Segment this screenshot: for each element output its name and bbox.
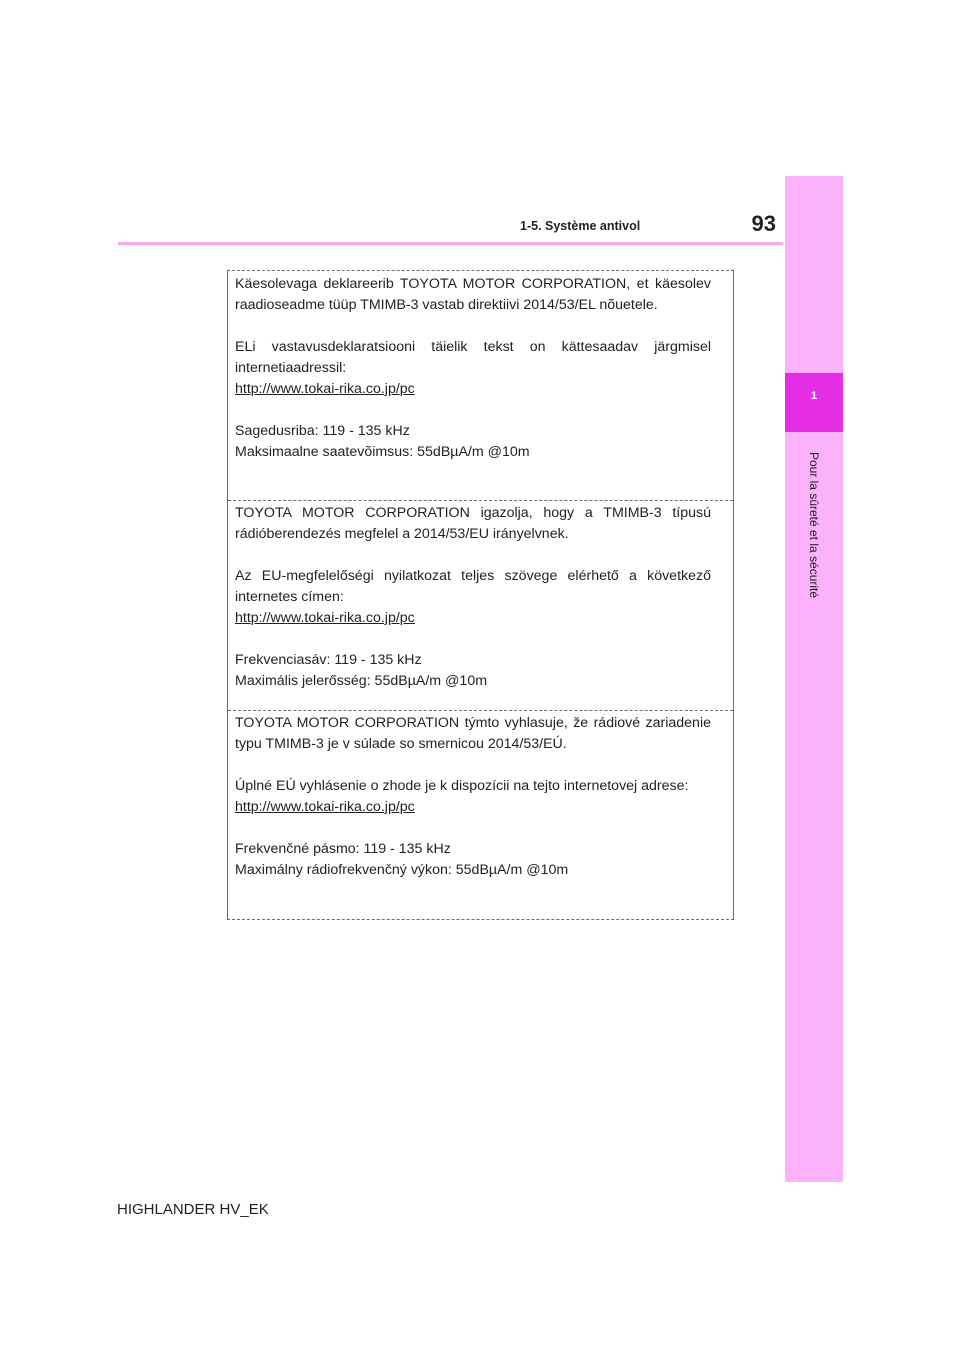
declaration-statement: TOYOTA MOTOR CORPORATION týmto vyhlasuje, že rádiové zariadenie typu TMIMB-3 je v súlade so smernicou 2014/53/EÚ. bbox=[235, 715, 711, 752]
declaration-availability: Úplné EÚ vyhlásenie o zhode je k dispozícii na tejto internetovej adrese: bbox=[235, 778, 689, 794]
declaration-link[interactable]: http://www.tokai-rika.co.jp/pc bbox=[235, 381, 415, 397]
chapter-title: Pour la sûreté et la sécurité bbox=[807, 451, 821, 599]
declaration-link[interactable]: http://www.tokai-rika.co.jp/pc bbox=[235, 610, 415, 626]
chapter-side-tab bbox=[785, 176, 843, 1182]
declaration-frequency: Sagedusriba: 119 - 135 kHz bbox=[235, 423, 410, 439]
declaration-link[interactable]: http://www.tokai-rika.co.jp/pc bbox=[235, 799, 415, 815]
declaration-hungarian bbox=[228, 500, 733, 692]
header-divider bbox=[118, 242, 783, 245]
declaration-availability: Az EU-megfelelőségi nyilatkozat teljes szövege elérhető a következő internetes címen: bbox=[235, 568, 711, 605]
page-number: 93 bbox=[751, 211, 776, 236]
footer-model-code: HIGHLANDER HV_EK bbox=[117, 1201, 269, 1218]
declaration-power: Maximálny rádiofrekvenčný výkon: 55dBµA/m @10m bbox=[235, 862, 569, 878]
declaration-frequency: Frekvenčné pásmo: 119 - 135 kHz bbox=[235, 841, 451, 857]
declaration-power: Maksimaalne saatevõimsus: 55dBµA/m @10m bbox=[235, 444, 530, 460]
chapter-tab-active-marker[interactable] bbox=[785, 373, 843, 432]
declaration-statement: TOYOTA MOTOR CORPORATION igazolja, hogy a TMIMB-3 típusú rádióberendezés megfelel a 2014/53/EU irányelvnek. bbox=[235, 505, 711, 542]
section-title: 1-5. Système antivol bbox=[520, 219, 641, 233]
declaration-slovak bbox=[228, 710, 733, 881]
declaration-frequency: Frekvenciasáv: 119 - 135 kHz bbox=[235, 652, 422, 668]
declaration-power: Maximális jelerősség: 55dBµA/m @10m bbox=[235, 673, 488, 689]
declaration-statement: Käesolevaga deklareerib TOYOTA MOTOR CORPORATION, et käesolev raadioseadme tüüp TMIMB-3 vastab direktiivi 2014/53/EL nõuetele. bbox=[235, 276, 711, 313]
declaration-box bbox=[227, 270, 734, 920]
declaration-availability: ELi vastavusdeklaratsiooni täielik tekst on kättesaadav järgmisel internetiaadressil: bbox=[235, 339, 711, 376]
declaration-estonian bbox=[228, 274, 733, 463]
chapter-number: 1 bbox=[810, 390, 818, 402]
